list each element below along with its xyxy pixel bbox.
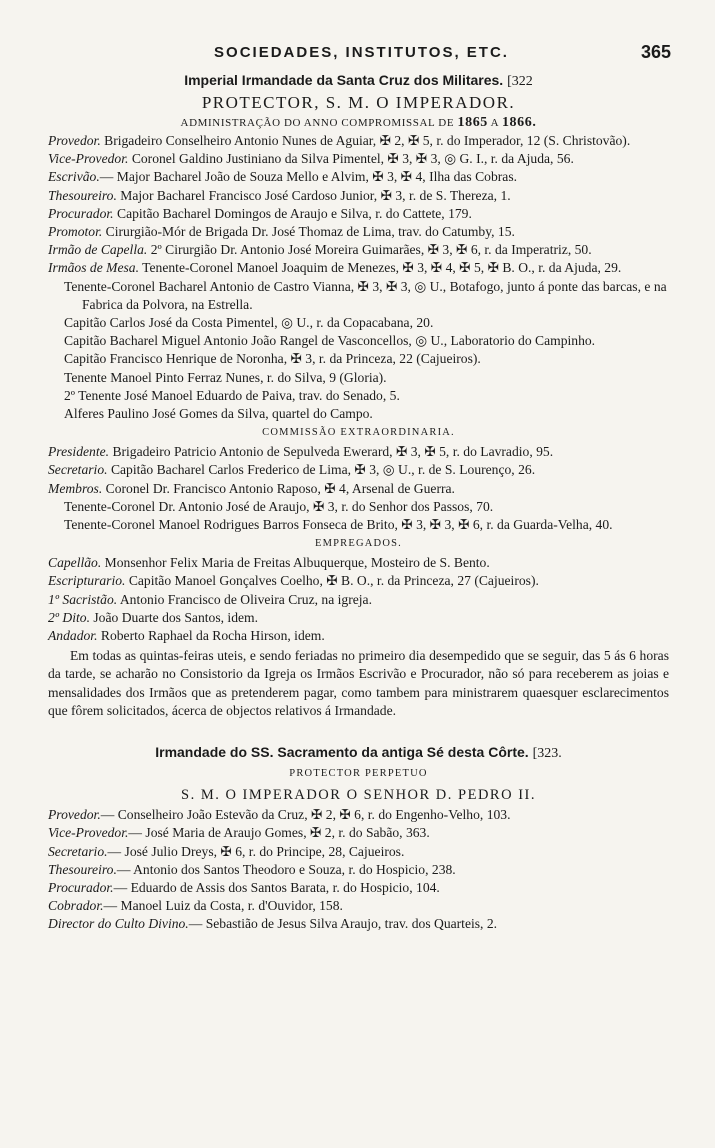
officer-role: Escrivão. xyxy=(48,169,100,185)
administration-join: A xyxy=(490,117,499,129)
mesa-member: Tenente Manoel Pinto Ferraz Nunes, r. do Silva, 9 (Gloria). xyxy=(64,369,387,385)
section-title xyxy=(48,742,669,764)
commission-heading: COMMISSÃO EXTRAORDINARIA. xyxy=(262,427,455,439)
employee-text: Roberto Raphael da Rocha Hirson, idem. xyxy=(100,628,325,644)
employee-role: 2º Dito. xyxy=(48,609,90,625)
running-head xyxy=(52,44,671,66)
protector-line: S. M. O IMPERADOR O SENHOR D. PEDRO II. xyxy=(181,787,536,804)
section-title xyxy=(48,70,669,92)
administration-line xyxy=(48,114,669,132)
section-title-text: Imperial Irmandade da Santa Cruz dos Militares. xyxy=(184,72,504,88)
officer-text: — Eduardo de Assis dos Santos Barata, r. do Hospicio, 104. xyxy=(113,879,440,895)
page-content xyxy=(48,70,669,934)
officer-role: Promotor. xyxy=(48,224,103,240)
employee-role: Escripturario. xyxy=(48,573,126,589)
running-title: SOCIEDADES, INSTITUTOS, ETC. xyxy=(214,44,509,61)
employees-list xyxy=(48,554,669,645)
officer-text: — Manoel Luiz da Costa, r. d'Ouvidor, 158. xyxy=(103,898,343,914)
officer-text: Cirurgião-Mór de Brigada Dr. José Thomaz de Lima, trav. do Catumby, 15. xyxy=(105,224,515,240)
officer-text: Capitão Bacharel Domingos de Araujo e Silva, r. do Cattete, 179. xyxy=(117,205,472,221)
officer-text: Coronel Galdino Justiniano da Silva Pimentel, ✠ 3, ✠ 3, ◎ G. I., r. da Ajuda, 56. xyxy=(131,151,574,167)
section-number: [322 xyxy=(507,74,533,89)
employee-entry xyxy=(48,627,669,645)
officer-entry xyxy=(48,241,669,259)
officer-role: Vice-Provedor. xyxy=(48,825,129,841)
employees-heading: EMPREGADOS. xyxy=(314,538,402,550)
officer-entry xyxy=(48,861,669,879)
officer-role: Provedor. xyxy=(48,133,101,148)
employee-role: 1º Sacristão. xyxy=(48,591,118,607)
employee-entry xyxy=(48,554,669,572)
officer-entry xyxy=(48,168,669,186)
officer-text: — Major Bacharel João de Souza Mello e Alvim, ✠ 3, ✠ 4, Ilha das Cobras. xyxy=(99,169,518,185)
officer-entry xyxy=(48,806,669,824)
officer-entry xyxy=(48,879,669,897)
officer-entry xyxy=(48,897,669,915)
commission-text: Capitão Bacharel Carlos Frederico de Lima, ✠ 3, ◎ U., r. de S. Lourenço, 26. xyxy=(110,462,536,478)
officer-entry xyxy=(48,187,669,205)
officer-role: Thesoureiro. xyxy=(48,861,117,877)
section-title-text: Irmandade do SS. Sacramento da antiga Sé desta Côrte. xyxy=(155,744,529,761)
commission-member: Tenente-Coronel Dr. Antonio José de Araujo, ✠ 3, r. do Senhor dos Passos, 70. xyxy=(64,498,494,514)
officer-entry xyxy=(48,259,669,277)
officer-role: Provedor. xyxy=(48,807,101,823)
mesa-member: Tenente-Coronel Bacharel Antonio de Castro Vianna, ✠ 3, ✠ 3, ◎ U., Botafogo, junto á ponte das barcas, e na Fabrica da Polvora, na Estrella. xyxy=(64,278,667,312)
commission-role: Membros. xyxy=(48,480,103,496)
officer-entry xyxy=(48,132,669,150)
officer-text: 2º Cirurgião Dr. Antonio José Moreira Guimarães, ✠ 3, ✠ 6, r. da Imperatriz, 50. xyxy=(150,242,592,258)
commission-list xyxy=(48,443,669,534)
employee-text: Capitão Manoel Gonçalves Coelho, ✠ B. O., r. da Princeza, 27 (Cajueiros). xyxy=(128,573,539,589)
employee-entry xyxy=(48,609,669,627)
commission-role: Secretario. xyxy=(48,462,108,478)
officer-role: Secretario. xyxy=(48,843,108,859)
officer-role: Director do Culto Divino. xyxy=(48,916,189,932)
administration-year-start: 1865 xyxy=(457,115,488,130)
employee-role: Capellão. xyxy=(48,555,102,571)
commission-entry xyxy=(48,461,669,479)
protector-heading: PROTECTOR PERPETUO xyxy=(289,768,428,780)
employee-entry xyxy=(48,572,669,590)
section-spacer xyxy=(48,720,669,742)
employee-role: Andador. xyxy=(48,628,98,644)
employee-text: Antonio Francisco de Oliveira Cruz, na igreja. xyxy=(119,591,372,607)
employee-text: Monsenhor Felix Maria de Freitas Albuquerque, Mosteiro de S. Bento. xyxy=(104,555,490,571)
officer-text: — Conselheiro João Estevão da Cruz, ✠ 2, ✠ 6, r. do Engenho-Velho, 103. xyxy=(100,807,511,823)
commission-text: Coronel Dr. Francisco Antonio Raposo, ✠ 4, Arsenal de Guerra. xyxy=(105,480,455,496)
officer-text: — José Julio Dreys, ✠ 6, r. do Principe, 28, Cajueiros. xyxy=(107,843,405,859)
commission-entry xyxy=(48,480,669,498)
commission-member: Tenente-Coronel Manoel Rodrigues Barros Fonseca de Brito, ✠ 3, ✠ 3, ✠ 6, r. da Guarda-Velha, 40. xyxy=(64,517,613,533)
employee-entry xyxy=(48,591,669,609)
officers-list xyxy=(48,132,669,423)
officer-entry xyxy=(48,824,669,842)
employee-text: João Duarte dos Santos, idem. xyxy=(93,609,259,625)
schedule-note: Em todas as quintas-feiras uteis, e sendo feriadas no primeiro dia desempedido que se seguir, das 5 ás 6 horas da tarde, se acharão no Consistorio da Igreja os Irmãos Escrivão e Procurador, não só para receberem as joias e mensalidades dos Irmãos que as pretenderem pagar, como tambem para ministrarem quaesquer esclarecimentos que fôrem solicitados, ácerca de objectos relativos á Irmandade. xyxy=(48,648,669,718)
officer-text: — José Maria de Araujo Gomes, ✠ 2, r. do Sabão, 363. xyxy=(128,825,430,841)
officer-entry xyxy=(48,843,669,861)
mesa-member: Alferes Paulino José Gomes da Silva, quartel do Campo. xyxy=(64,406,373,422)
protector-line: PROTECTOR, S. M. O IMPERADOR. xyxy=(201,93,516,112)
administration-year-end: 1866. xyxy=(501,115,537,130)
officer-role: Irmão de Capella. xyxy=(48,242,148,258)
officer-role: Procurador. xyxy=(48,205,114,221)
officer-entry xyxy=(48,205,669,223)
officer-text: — Antonio dos Santos Theodoro e Souza, r. do Hospicio, 238. xyxy=(116,861,456,877)
officer-text: Major Bacharel Francisco José Cardoso Junior, ✠ 3, r. de S. Thereza, 1. xyxy=(120,187,511,203)
commission-entry xyxy=(48,443,669,461)
mesa-member: 2º Tenente José Manoel Eduardo de Paiva, trav. do Senado, 5. xyxy=(64,387,400,403)
officer-role: Thesoureiro. xyxy=(48,187,117,203)
section-number: [323. xyxy=(532,746,562,762)
officer-entry xyxy=(48,915,669,933)
officer-entry xyxy=(48,223,669,241)
commission-role: Presidente. xyxy=(48,444,110,460)
officer-text: Brigadeiro Conselheiro Antonio Nunes de Aguiar, ✠ 2, ✠ 5, r. do Imperador, 12 (S. Christovão). xyxy=(104,133,631,148)
officer-text: Tenente-Coronel Manoel Joaquim de Menezes, ✠ 3, ✠ 4, ✠ 5, ✠ B. O., r. da Ajuda, 29. xyxy=(142,260,622,276)
officer-role: Cobrador. xyxy=(48,898,104,914)
administration-text: ADMINISTRAÇÃO DO ANNO COMPROMISSAL DE xyxy=(180,117,455,129)
mesa-member: Capitão Carlos José da Costa Pimentel, ◎ U., r. da Copacabana, 20. xyxy=(64,315,434,331)
officer-role: Irmãos de Mesa. xyxy=(48,260,139,276)
mesa-member: Capitão Francisco Henrique de Noronha, ✠ 3, r. da Princeza, 22 (Cajueiros). xyxy=(64,351,481,367)
officer-role: Procurador. xyxy=(48,879,114,895)
officers-list xyxy=(48,806,669,933)
second-section xyxy=(48,742,669,933)
officer-role: Vice-Provedor. xyxy=(48,151,129,167)
commission-text: Brigadeiro Patricio Antonio de Sepulveda Ewerard, ✠ 3, ✠ 5, r. do Lavradio, 95. xyxy=(112,444,554,460)
page-number: 365 xyxy=(640,42,671,62)
officer-text: — Sebastião de Jesus Silva Araujo, trav. dos Quarteis, 2. xyxy=(188,916,498,932)
officer-entry xyxy=(48,150,669,168)
mesa-member: Capitão Bacharel Miguel Antonio João Rangel de Vasconcellos, ◎ U., Laboratorio do Campinho. xyxy=(64,333,596,349)
